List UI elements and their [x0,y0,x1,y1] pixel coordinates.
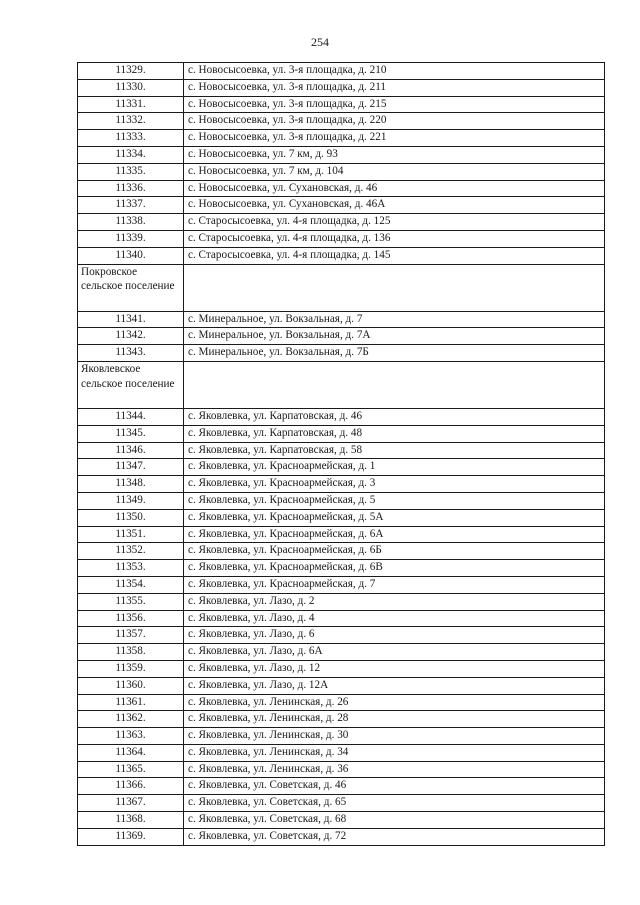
address-cell: с. Яковлевка, ул. Лазо, д. 2 [184,593,605,610]
address-cell: с. Минеральное, ул. Вокзальная, д. 7А [184,328,605,345]
address-cell: с. Новосысоевка, ул. Сухановская, д. 46 [184,180,605,197]
table-row [78,345,605,362]
table-row [78,694,605,711]
row-number: 11338. [78,214,184,231]
table-row [78,163,605,180]
table-row [78,197,605,214]
settlement-name: Покровское сельское поселение [78,264,184,311]
row-number: 11349. [78,492,184,509]
table-row [78,113,605,130]
table-row [78,526,605,543]
row-number: 11343. [78,345,184,362]
address-cell: с. Яковлевка, ул. Лазо, д. 12 [184,660,605,677]
table-row [78,728,605,745]
table-row [78,425,605,442]
table-row [78,660,605,677]
table-row [78,96,605,113]
address-table-body [78,63,605,846]
table-row [78,476,605,493]
address-cell: с. Яковлевка, ул. Красноармейская, д. 5А [184,509,605,526]
table-row [78,761,605,778]
row-number: 11361. [78,694,184,711]
row-number: 11367. [78,795,184,812]
address-cell: с. Старосысоевка, ул. 4-я площадка, д. 125 [184,214,605,231]
address-cell: с. Яковлевка, ул. Карпатовская, д. 46 [184,408,605,425]
address-cell: с. Яковлевка, ул. Красноармейская, д. 6В [184,560,605,577]
address-cell: с. Яковлевка, ул. Красноармейская, д. 5 [184,492,605,509]
address-cell: с. Яковлевка, ул. Советская, д. 46 [184,778,605,795]
address-cell: с. Новосысоевка, ул. 3-я площадка, д. 211 [184,79,605,96]
row-number: 11337. [78,197,184,214]
table-row [78,644,605,661]
settlement-section-row [78,361,605,408]
address-cell: с. Яковлевка, ул. Советская, д. 72 [184,828,605,845]
row-number: 11351. [78,526,184,543]
table-row [78,459,605,476]
row-number: 11355. [78,593,184,610]
address-cell: с. Яковлевка, ул. Лазо, д. 6 [184,627,605,644]
row-number: 11352. [78,543,184,560]
row-number: 11356. [78,610,184,627]
address-cell: с. Яковлевка, ул. Ленинская, д. 36 [184,761,605,778]
row-number: 11354. [78,576,184,593]
row-number: 11364. [78,744,184,761]
address-cell: с. Новосысоевка, ул. 3-я площадка, д. 215 [184,96,605,113]
page-number: 254 [311,35,329,49]
row-number: 11331. [78,96,184,113]
address-cell: с. Новосысоевка, ул. 7 км, д. 93 [184,146,605,163]
row-number: 11333. [78,130,184,147]
row-number: 11362. [78,711,184,728]
row-number: 11335. [78,163,184,180]
table-row [78,311,605,328]
address-cell: с. Яковлевка, ул. Красноармейская, д. 3 [184,476,605,493]
table-row [78,247,605,264]
row-number: 11339. [78,230,184,247]
address-cell: с. Яковлевка, ул. Советская, д. 68 [184,812,605,829]
address-cell: с. Яковлевка, ул. Советская, д. 65 [184,795,605,812]
row-number: 11340. [78,247,184,264]
empty-address-cell [184,264,605,311]
table-row [78,214,605,231]
table-row [78,610,605,627]
row-number: 11341. [78,311,184,328]
row-number: 11344. [78,408,184,425]
address-cell: с. Минеральное, ул. Вокзальная, д. 7Б [184,345,605,362]
row-number: 11350. [78,509,184,526]
address-cell: с. Яковлевка, ул. Карпатовская, д. 58 [184,442,605,459]
address-cell: с. Новосысоевка, ул. Сухановская, д. 46А [184,197,605,214]
row-number: 11357. [78,627,184,644]
address-cell: с. Яковлевка, ул. Ленинская, д. 34 [184,744,605,761]
address-cell: с. Яковлевка, ул. Красноармейская, д. 7 [184,576,605,593]
row-number: 11334. [78,146,184,163]
address-cell: с. Яковлевка, ул. Лазо, д. 12А [184,677,605,694]
address-cell: с. Новосысоевка, ул. 7 км, д. 104 [184,163,605,180]
address-cell: с. Яковлевка, ул. Ленинская, д. 26 [184,694,605,711]
row-number: 11353. [78,560,184,577]
row-number: 11363. [78,728,184,745]
table-row [78,677,605,694]
row-number: 11336. [78,180,184,197]
address-cell: с. Новосысоевка, ул. 3-я площадка, д. 210 [184,63,605,80]
table-row [78,576,605,593]
address-cell: с. Яковлевка, ул. Ленинская, д. 28 [184,711,605,728]
row-number: 11347. [78,459,184,476]
table-row [78,593,605,610]
address-cell: с. Новосысоевка, ул. 3-я площадка, д. 220 [184,113,605,130]
table-row [78,812,605,829]
address-cell: с. Минеральное, ул. Вокзальная, д. 7 [184,311,605,328]
table-row [78,509,605,526]
row-number: 11329. [78,63,184,80]
address-table [77,62,605,846]
row-number: 11360. [78,677,184,694]
address-cell: с. Яковлевка, ул. Красноармейская, д. 1 [184,459,605,476]
address-cell: с. Яковлевка, ул. Красноармейская, д. 6Б [184,543,605,560]
table-row [78,560,605,577]
table-row [78,778,605,795]
row-number: 11348. [78,476,184,493]
table-row [78,63,605,80]
row-number: 11332. [78,113,184,130]
row-number: 11346. [78,442,184,459]
table-row [78,79,605,96]
row-number: 11365. [78,761,184,778]
address-cell: с. Старосысоевка, ул. 4-я площадка, д. 136 [184,230,605,247]
address-cell: с. Яковлевка, ул. Лазо, д. 6А [184,644,605,661]
table-row [78,795,605,812]
row-number: 11345. [78,425,184,442]
table-row [78,408,605,425]
table-row [78,711,605,728]
table-row [78,627,605,644]
table-row [78,543,605,560]
empty-address-cell [184,361,605,408]
row-number: 11330. [78,79,184,96]
settlement-name: Яковлевское сельское поселение [78,361,184,408]
table-row [78,146,605,163]
table-row [78,230,605,247]
table-row [78,180,605,197]
address-cell: с. Яковлевка, ул. Красноармейская, д. 6А [184,526,605,543]
row-number: 11358. [78,644,184,661]
table-row [78,492,605,509]
row-number: 11359. [78,660,184,677]
row-number: 11369. [78,828,184,845]
address-cell: с. Яковлевка, ул. Ленинская, д. 30 [184,728,605,745]
row-number: 11342. [78,328,184,345]
table-row [78,442,605,459]
table-row [78,828,605,845]
address-cell: с. Новосысоевка, ул. 3-я площадка, д. 221 [184,130,605,147]
address-cell: с. Старосысоевка, ул. 4-я площадка, д. 145 [184,247,605,264]
table-row [78,328,605,345]
row-number: 11366. [78,778,184,795]
settlement-section-row [78,264,605,311]
table-row [78,744,605,761]
address-cell: с. Яковлевка, ул. Лазо, д. 4 [184,610,605,627]
table-row [78,130,605,147]
row-number: 11368. [78,812,184,829]
address-cell: с. Яковлевка, ул. Карпатовская, д. 48 [184,425,605,442]
